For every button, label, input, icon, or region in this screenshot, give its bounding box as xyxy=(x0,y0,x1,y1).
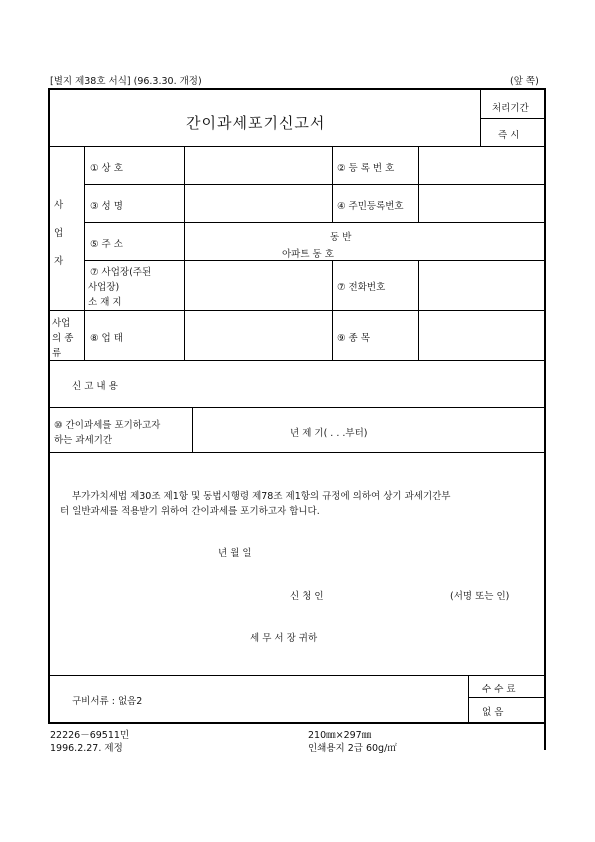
business-place-label-line3: 소 재 지 xyxy=(88,297,122,308)
form-title: 간이과세포기신고서 xyxy=(186,114,326,132)
divider xyxy=(468,697,544,698)
divider xyxy=(84,184,544,185)
divider xyxy=(48,360,544,361)
signature-label: (서명 또는 인) xyxy=(450,591,510,602)
frame-left-border xyxy=(48,88,50,724)
processing-period-label: 처리기간 xyxy=(492,103,529,114)
address-line1: 동 반 xyxy=(330,232,352,243)
applicant-label: 신 청 인 xyxy=(290,591,324,602)
form-number: [별지 제38호 서식] (96.3.30. 개정) xyxy=(50,76,202,87)
divider xyxy=(84,260,544,261)
date-line: 년 월 일 xyxy=(218,548,252,559)
registration-no-label: ② 등 록 번 호 xyxy=(337,163,395,174)
processing-period-value: 즉 시 xyxy=(498,130,520,141)
section-label-char: 자 xyxy=(54,256,64,267)
enacted-date: 1996.2.27. 제정 xyxy=(50,743,123,754)
statement-line1: 부가가치세법 제30조 제1항 및 동법시행령 제78조 제1항의 규정에 의하여 상기 과세기간부 xyxy=(72,491,451,502)
resident-no-label: ④ 주민등록번호 xyxy=(337,201,404,212)
name-label: ③ 성 명 xyxy=(90,201,123,212)
frame-right-border xyxy=(544,88,546,750)
divider xyxy=(84,146,85,360)
period-label-line1: ⑩ 간이과세를 포기하고자 xyxy=(54,420,161,431)
divider xyxy=(48,675,544,676)
required-documents: 구비서류 : 없음2 xyxy=(72,696,143,707)
item-label: ⑨ 종 목 xyxy=(337,333,370,344)
address-line2: 아파트 동 호 xyxy=(282,249,334,260)
divider xyxy=(48,146,544,147)
business-type-section-line1: 사업 xyxy=(52,318,71,329)
frame-top-border xyxy=(48,88,546,90)
category-label: ⑧ 업 태 xyxy=(90,333,123,344)
section-label-char: 업 xyxy=(54,228,64,239)
form-code: 22226－69511민 xyxy=(50,730,130,741)
phone-label: ⑦ 전화번호 xyxy=(337,282,386,293)
divider xyxy=(184,146,185,360)
divider xyxy=(192,407,193,452)
fee-value: 없 음 xyxy=(482,707,504,718)
paper-spec: 인쇄용지 2급 60g/㎡ xyxy=(308,743,397,754)
period-value: 년 제 기( . . .부터) xyxy=(290,428,368,439)
address-label: ⑤ 주 소 xyxy=(90,239,123,250)
frame-bottom-border xyxy=(48,722,546,724)
divider xyxy=(48,407,544,408)
addressee: 세 무 서 장 귀하 xyxy=(250,633,318,644)
trade-name-label: ① 상 호 xyxy=(90,163,123,174)
divider xyxy=(48,452,544,453)
section-label-char: 사 xyxy=(54,200,64,211)
divider xyxy=(480,118,544,119)
paper-size: 210㎜×297㎜ xyxy=(308,730,372,741)
divider xyxy=(468,675,469,722)
statement-line2: 터 일반과세를 적용받기 위하여 간이과세를 포기하고자 합니다. xyxy=(60,506,320,517)
page-side: (앞 쪽) xyxy=(510,76,539,87)
period-label-line2: 하는 과세기간 xyxy=(54,435,113,446)
business-type-section-line3: 류 xyxy=(52,348,62,359)
business-place-label-line1: ⑦ 사업장(주된 xyxy=(90,267,152,278)
business-place-label-line2: 사업장) xyxy=(88,282,120,293)
fee-label: 수 수 료 xyxy=(482,684,516,695)
divider xyxy=(84,222,544,223)
report-heading: 신 고 내 용 xyxy=(72,381,118,392)
business-type-section-line2: 의 종 xyxy=(52,333,74,344)
divider xyxy=(48,310,544,311)
